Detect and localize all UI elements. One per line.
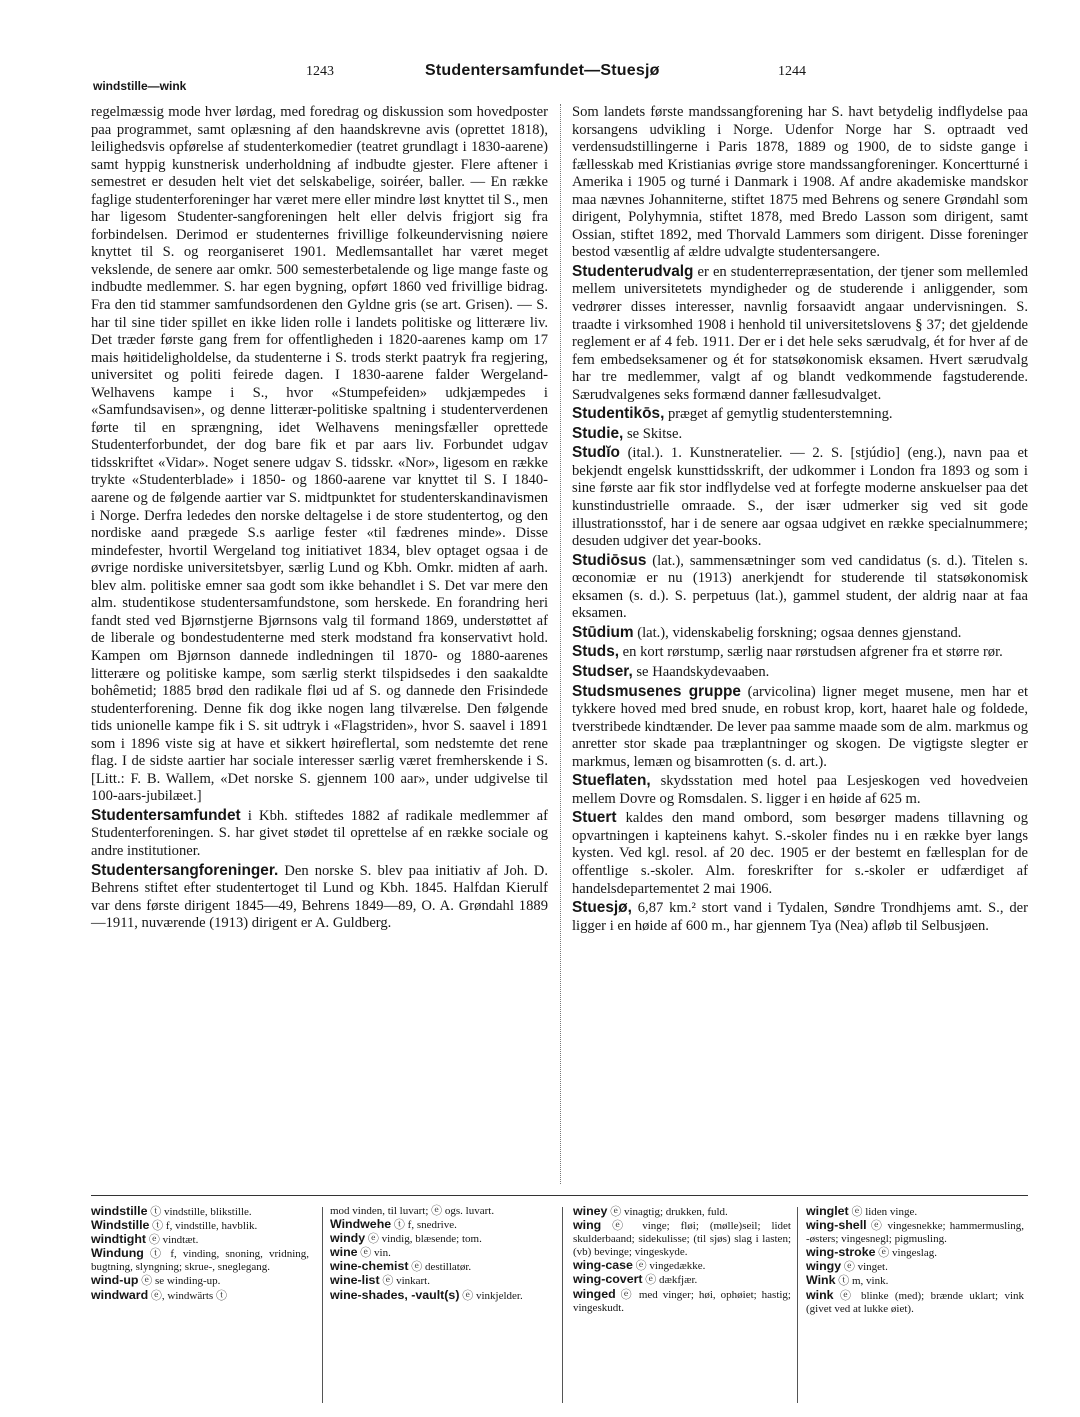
glossary-headword: Windung xyxy=(91,1246,144,1261)
entry-headword: Studĭo xyxy=(572,444,620,462)
language-mark: ⓔ xyxy=(645,1274,657,1287)
entry-text: regelmæssig mode hver lørdag, med foredrag og diskussion som hovedposter paa programmet, samt oplæsning af den haandskrevne avis (oprettet 1818), leilighedsvis opførelse af studenterkomedier (teatret grundlagt i 1830-aarene) samt hyppig kunstnerisk underholdning af indbudte gjester. Flere aftener i semestret er desuden helt viet det selskabelige, soiréer, baller. — En række faglige studenterforeninger har været mere eller mindre løst knyttet til S., men har ligesom Studenter-sangforeningen helt eller delvis frigjort sig fra forbindelsen. Derimod er studenternes frivillige folkeundervisning nøiere knyttet til S. og reorganiseret 1901. Medlemsantallet har været meget vekslende, de senere aar omkr. 500 semesterbetalende og lige mange faste og indbudte medlemmer. S. har egen bygning, opført 1860 ved frivillige bidrag. Fra den tid stammer samfundsordenen den Gyldne gris (se art. Grisen). — S. har til sine tider spillet en ikke liden rolle i landets politiske og litterære liv. Det træder første gang frem for offentligheden i 1820-aarenes kamp om 17 mais høitideligholdelse, da studenterne i S. trods sterkt paatryk fra regjering, universitet og politi feirede dagen. I 1830-aarene falder Wergeland-Welhavens kampe i S., hvor «Stumpefeiden» udkjæmpedes i «Samfundsavisen», og denne litterær-politiske spaltning i studenterverdenen førte til en sprængning, idet Welhavens meningsfæller oprettede Studenterforbundet, der dog bare fik et par aars liv. Forbundet udgav tidsskriftet «Vidar». Noget senere udgav S. tidsskr. «Nor», ligesom en række trykte «Studenterblade» i 1850- og 1860-aarene var knyttet til S. I 1840-aarene og de følgende aartier var S. midtpunktet for studenterskandinavismen i Norge. Derfra lededes den norske deltagelse i de store studentertog, og den nordiske aand prægede S.s aarlige fester «til fædrenes minde». Disse mindefester, hvortil Wergeland tog initiativet 1834, blev optaget ogsaa i de øvrige nordiske universitetsbyer, særlig Lund og Kbh. Omkr. midten af aarh. blev alm. politiske emner saa godt som ikke behandlet i S. Det var mere den alm. studentikose studentersamfundstone, som herskede. En forandring heri fandt sted ved Bjørnstjerne Bjørnsons valg til formand 1869, understøttet af de liberale og bondestudenterne med sterk modstand fra konservativt hold. Kampen om Bjørnson dannede indledningen til 1870- og 1880-aarenes litterære og politiske kampe, som særlig sterkt tilspidsedes i den saakaldte bohêmetid; 1885 brød den radikale fløi ud af S. og dannede den Frisindede studenterforening. Denne fik dog ikke nogen lang tilværelse. Den følgende tids unionelle kampe fik i S. sit udtryk i «Flagstriden», hvor S. saavel i 1891 som i 1896 viste sig at have et sikkert høireflertal, som nedstemte det rene flag. I de sidste aartier har sociale interesser særlig været fremherskende i S. [Litt.: F. B. Wallem, «Det norske S. gjennem 100 aar», under udgivelse til 100-aars-jubilæet.] xyxy=(91,104,548,805)
entry-headword: Stuesjø, xyxy=(572,899,632,917)
entry-text: er en studenterrepræsentation, der tjener som mellemled mellem universitetets myndigheder og de studerende i anliggender, som vedrører disses interesser, navnlig forsaavidt angaar undervisningen. S. traadte i virksomhed 1908 i henhold til universitetslovens § 37; det gjeldende reglement er af 4 feb. 1911. Der er i det hele seks særudvalg, ét for hver af de fem embedseksamener og ét for statsøkonomisk eksamen. Hvert særudvalg har tre medlemmer, valgt af og blandt vedkommende fagstuderende. Særudvalgenes seks formænd danner fællesudvalget. xyxy=(572,263,1028,403)
glossary-entry xyxy=(330,1218,548,1232)
entry-continuation xyxy=(572,104,1028,262)
entry-text: Den norske S. blev paa initiativ af Joh. D. Behrens stiftet efter studentertoget til Lund og Kbh. 1845. Halfdan Kierulf var dens første dirigent 1845—49, Behrens 1849—89, O. A. Grøndahl 1889—1911, nuværende (1913) dirigent er A. Guldberg. xyxy=(91,862,548,932)
entry-text: en kort rørstump, særlig naar rørstudsen afgrener fra et større rør. xyxy=(619,644,1003,661)
language-mark: ⓔ xyxy=(148,1234,160,1247)
entry-text: se Skitse. xyxy=(623,425,683,442)
entry-text: i Kbh. stiftedes 1882 af radikale medlemmer af Studenterforeningen. S. har givet stødet til oprettelse af en række sociale og andre institutioner. xyxy=(91,807,548,859)
glossary-text: vinge; fløi; (mølle)seil; lidet skulderbaand; sidekulisse; (til sjøs) slag i lasten; (vb) bevinge; vingeskyde. xyxy=(573,1220,791,1259)
glossary-text: , windwärts ⓣ xyxy=(161,1289,227,1302)
glossary-text: vingedække. xyxy=(646,1260,706,1273)
glossary-text: m, vink. xyxy=(849,1275,889,1288)
glossary-entry xyxy=(573,1219,791,1259)
language-mark: ⓣ xyxy=(150,1206,162,1218)
encyclopedia-entry xyxy=(572,624,1028,643)
glossary-text: vinkart. xyxy=(393,1275,430,1288)
language-mark: ⓣ xyxy=(152,1220,164,1233)
language-mark: ⓣ xyxy=(393,1219,405,1232)
encyclopedia-entry xyxy=(572,643,1028,662)
glossary-headword: wink xyxy=(806,1287,834,1302)
language-mark: ⓣ xyxy=(149,1248,165,1261)
page-number-left: 1243 xyxy=(306,64,334,79)
language-mark: ⓔ xyxy=(870,1220,884,1233)
encyclopedia-entry xyxy=(572,683,1028,772)
glossary-text: vinagtig; drukken, fuld. xyxy=(621,1206,728,1218)
language-mark: ⓔ xyxy=(610,1206,622,1218)
glossary-headword: Windwehe xyxy=(330,1217,392,1232)
glossary-headword: wine xyxy=(330,1245,358,1260)
glossary-entry xyxy=(91,1289,309,1303)
language-mark: ⓔ xyxy=(851,1206,863,1218)
glossary-text: f, vindstille, havblik. xyxy=(163,1220,258,1233)
glossary-text: vinkjelder. xyxy=(473,1289,523,1302)
language-mark: ⓔ xyxy=(839,1289,855,1302)
glossary-headword: wine-shades, -vault(s) xyxy=(330,1287,460,1302)
glossary-text: vin. xyxy=(371,1247,391,1260)
encyclopedia-entry xyxy=(91,862,548,933)
glossary-divider xyxy=(322,1207,323,1403)
entry-headword: Studenterudvalg xyxy=(572,262,694,280)
glossary-headword: wine-list xyxy=(330,1273,380,1288)
glossary-divider xyxy=(562,1207,563,1403)
glossary-text: vindtæt. xyxy=(159,1234,199,1247)
glossary-entry xyxy=(806,1219,1024,1246)
entry-headword: Studsmusenes gruppe xyxy=(572,682,741,700)
language-mark: ⓔ xyxy=(411,1261,423,1274)
entry-text: (lat.), sammensætninger som ved candidatus (s. d.). Titelen s. œconomiæ er nu (1913) anerkjendt for studerende til statsøkonomisk eksamen (s. d.). S. perpetuus (lat.), gammel student, der aldrig naar at faa eksamen. xyxy=(572,552,1028,622)
entry-headword: Stūdium xyxy=(572,623,634,641)
encyclopedia-entry xyxy=(572,663,1028,682)
entry-headword: Studser, xyxy=(572,662,633,680)
language-mark: ⓣ xyxy=(838,1275,850,1288)
page-header xyxy=(0,62,1080,93)
glossary-entry xyxy=(330,1260,548,1274)
language-mark: ⓔ xyxy=(843,1261,855,1274)
encyclopedia-entry xyxy=(572,425,1028,444)
glossary-text: med vinger; høi, ophøiet; hastig; vingeskudt. xyxy=(573,1288,791,1314)
glossary-column xyxy=(573,1205,791,1315)
glossary-column xyxy=(806,1205,1024,1316)
glossary-entry xyxy=(573,1273,791,1287)
glossary-text: vinget. xyxy=(854,1261,888,1274)
glossary-entry xyxy=(806,1205,1024,1219)
entry-continuation xyxy=(91,104,548,806)
glossary-entry xyxy=(806,1246,1024,1260)
glossary-headword: windtight xyxy=(91,1232,147,1247)
entry-text: (ital.). 1. Kunstneratelier. — 2. S. [stjúdio] (eng.), navn paa et bekjendt engelsk kunsttidsskrift, der udkommer i London fra 1893 og som i sine første aar fik stor indflydelse ved at forfegte moderne anskuelser paa det kunstindustrielle omraade. S., der især udmerker sig ved sit gode illustrationsstof, har i de senere aar ogsaa udgivet en række specialnummere; desuden udgiver det year-books. xyxy=(572,445,1028,550)
glossary-text: se winding-up. xyxy=(152,1275,221,1288)
glossary-entry xyxy=(806,1274,1024,1288)
encyclopedia-entry xyxy=(572,772,1028,808)
glossary-entry xyxy=(91,1219,309,1233)
glossary-text: vingesnekke; hammermusling, -østers; vingesnegl; pigmusling. xyxy=(806,1220,1024,1246)
glossary-headword: wingy xyxy=(806,1259,842,1274)
encyclopedia-entry xyxy=(572,263,1028,404)
glossary-entry xyxy=(330,1246,548,1260)
language-mark: ⓔ xyxy=(367,1233,379,1246)
entry-text: præget af gemytlig studenterstemning. xyxy=(664,406,893,423)
encyclopedia-entry xyxy=(572,899,1028,935)
language-mark: ⓔ xyxy=(382,1275,394,1288)
entry-headword: Studentikōs, xyxy=(572,405,665,423)
footer-rule xyxy=(91,1195,1028,1196)
glossary-entry xyxy=(330,1274,548,1288)
glossary-entry xyxy=(573,1205,791,1219)
entry-text: 6,87 km.² stort vand i Tydalen, Søndre Trondhjems amt. S., der ligger i en høide af 600 m., har gjennem Tya (Nea) afløb til Selbusjøen. xyxy=(572,900,1028,934)
entry-headword: Studie, xyxy=(572,424,624,442)
glossary-range: windstille—wink xyxy=(93,79,187,93)
glossary-text: vindig, blæsende; tom. xyxy=(378,1233,482,1246)
glossary-text: vingeslag. xyxy=(889,1247,937,1260)
entry-text: (lat.), videnskabelig forskning; ogsaa dennes gjenstand. xyxy=(633,624,962,641)
language-mark: ⓔ xyxy=(360,1247,372,1260)
glossary-entry xyxy=(330,1289,548,1303)
page-number-right: 1244 xyxy=(778,64,806,79)
glossary-headword: wing-covert xyxy=(573,1272,643,1287)
glossary-headword: wing-stroke xyxy=(806,1245,876,1260)
entry-text: kaldes den mand ombord, som besørger madens tillavning og opvartningen i kapteinens kahyt. S.-skoler findes nu i en række byer langs kysten. Ved kgl. resol. af 20 dec. 1905 er der bestemt en fællesplan for de offentlige s.-skoler. Alm. foreskrifter for s.-skoler er udfærdiget af handelsdepartementet 2 mai 1906. xyxy=(572,810,1028,897)
glossary-column xyxy=(330,1205,548,1303)
glossary-entry xyxy=(573,1259,791,1273)
language-mark: ⓔ xyxy=(878,1247,890,1260)
entry-text: se Haandskydevaaben. xyxy=(632,663,770,680)
language-mark: ⓔ xyxy=(462,1289,474,1302)
glossary-text: mod vinden, til luvart; ⓔ ogs. luvart. xyxy=(330,1205,495,1217)
entry-text: (arvicolina) ligner meget musene, men har et tykkere hoved med bred snude, en robust krop, kort, haaret hale og foldede, tverstribede kindtænder. De lever paa samme maade som de alm. markmus og anretter stor skade paa træplantninger og skogen. De vigtigste slegter er markmus, lemæn og bisamrotten (s. d. art.). xyxy=(572,683,1028,770)
glossary-text: f, vinding, snoning, vridning, bugtning, slyngning; skrue-, sneglegang. xyxy=(91,1248,310,1274)
entry-headword: Studs, xyxy=(572,643,620,661)
glossary-entry xyxy=(806,1260,1024,1274)
entry-headword: Studentersangforeninger. xyxy=(91,861,279,879)
column-divider xyxy=(560,104,561,1184)
glossary-headword: windstille xyxy=(91,1204,148,1218)
glossary-entry xyxy=(91,1233,309,1247)
entry-text: skydsstation med hotel paa Lesjeskogen ved hovedveien mellem Dovre og Romsdalen. S. ligger i en høide af 625 m. xyxy=(572,773,1028,807)
glossary-text: f, snedrive. xyxy=(404,1219,457,1232)
glossary-entry xyxy=(91,1247,309,1274)
encyclopedia-entry xyxy=(572,809,1028,898)
entry-headword: Stuert xyxy=(572,809,617,827)
glossary-text: dækfjær. xyxy=(656,1274,698,1287)
glossary-headword: wing-case xyxy=(573,1258,633,1273)
glossary-headword: winged xyxy=(573,1286,616,1301)
glossary-entry xyxy=(330,1232,548,1246)
glossary-entry xyxy=(91,1274,309,1288)
glossary-text: vindstille, blikstille. xyxy=(161,1206,252,1218)
right-column xyxy=(572,104,1028,935)
glossary-entry xyxy=(91,1205,309,1219)
encyclopedia-entry xyxy=(572,444,1028,550)
language-mark: ⓔ xyxy=(150,1289,162,1302)
language-mark: ⓔ xyxy=(620,1288,634,1301)
language-mark: ⓔ xyxy=(635,1260,647,1273)
glossary-headword: windy xyxy=(330,1231,366,1246)
entry-headword: Stueflaten, xyxy=(572,772,651,790)
glossary-column xyxy=(91,1205,309,1303)
glossary-headword: wine-chemist xyxy=(330,1259,409,1274)
entry-headword: Studentersamfundet xyxy=(91,806,241,824)
left-column xyxy=(91,104,548,933)
glossary-text: blinke (med); brænde uklart; vink (givet ved at lukke øiet). xyxy=(806,1289,1024,1315)
running-title: Studentersamfundet—Stuesjø xyxy=(425,62,660,79)
glossary-headword: wing xyxy=(573,1218,602,1233)
glossary-text: liden vinge. xyxy=(862,1206,918,1218)
glossary-headword: windward xyxy=(91,1287,149,1302)
glossary-divider xyxy=(797,1207,798,1403)
glossary-headword: winey xyxy=(573,1204,608,1218)
encyclopedia-entry xyxy=(572,405,1028,424)
entry-headword: Studiōsus xyxy=(572,551,647,569)
glossary-headword: winglet xyxy=(806,1204,849,1218)
glossary-entry xyxy=(806,1289,1024,1316)
glossary-entry xyxy=(573,1288,791,1315)
encyclopedia-entry xyxy=(572,552,1028,623)
glossary-text: destillatør. xyxy=(422,1261,472,1274)
glossary-headword: Windstille xyxy=(91,1218,150,1233)
glossary-headword: wing-shell xyxy=(806,1218,867,1233)
entry-text: Som landets første mandssangforening har S. havt betydelig indflydelse paa korsangens udvikling i Norge. Udenfor Norge har S. optraadt ved verdensudstillingerne i Paris 1878, 1889 og 1900, de to sidste gange i fællesskab med Kristianias øvrige store mandssangforeninger. Koncertturné i Amerika i 1905 og turné i Danmark i 1908. Af andre akademiske mandskor maa nævnes Johanniterne, stiftet 1875 med Behrens og senere Grøndahl som dirigent, Polyhymnia, stiftet 1878, med Bredo Lasson som dirigent, samt Ossian, stiftet 1892, med Thorvald Lammers som dirigent. Disse foreninger bestod væsentlig af ældre udvalgte studentersangere. xyxy=(572,104,1028,261)
language-mark: ⓔ xyxy=(612,1220,632,1233)
encyclopedia-entry xyxy=(91,807,548,861)
glossary-headword: wind-up xyxy=(91,1273,139,1288)
language-mark: ⓔ xyxy=(141,1275,153,1288)
glossary-headword: Wink xyxy=(806,1273,836,1288)
